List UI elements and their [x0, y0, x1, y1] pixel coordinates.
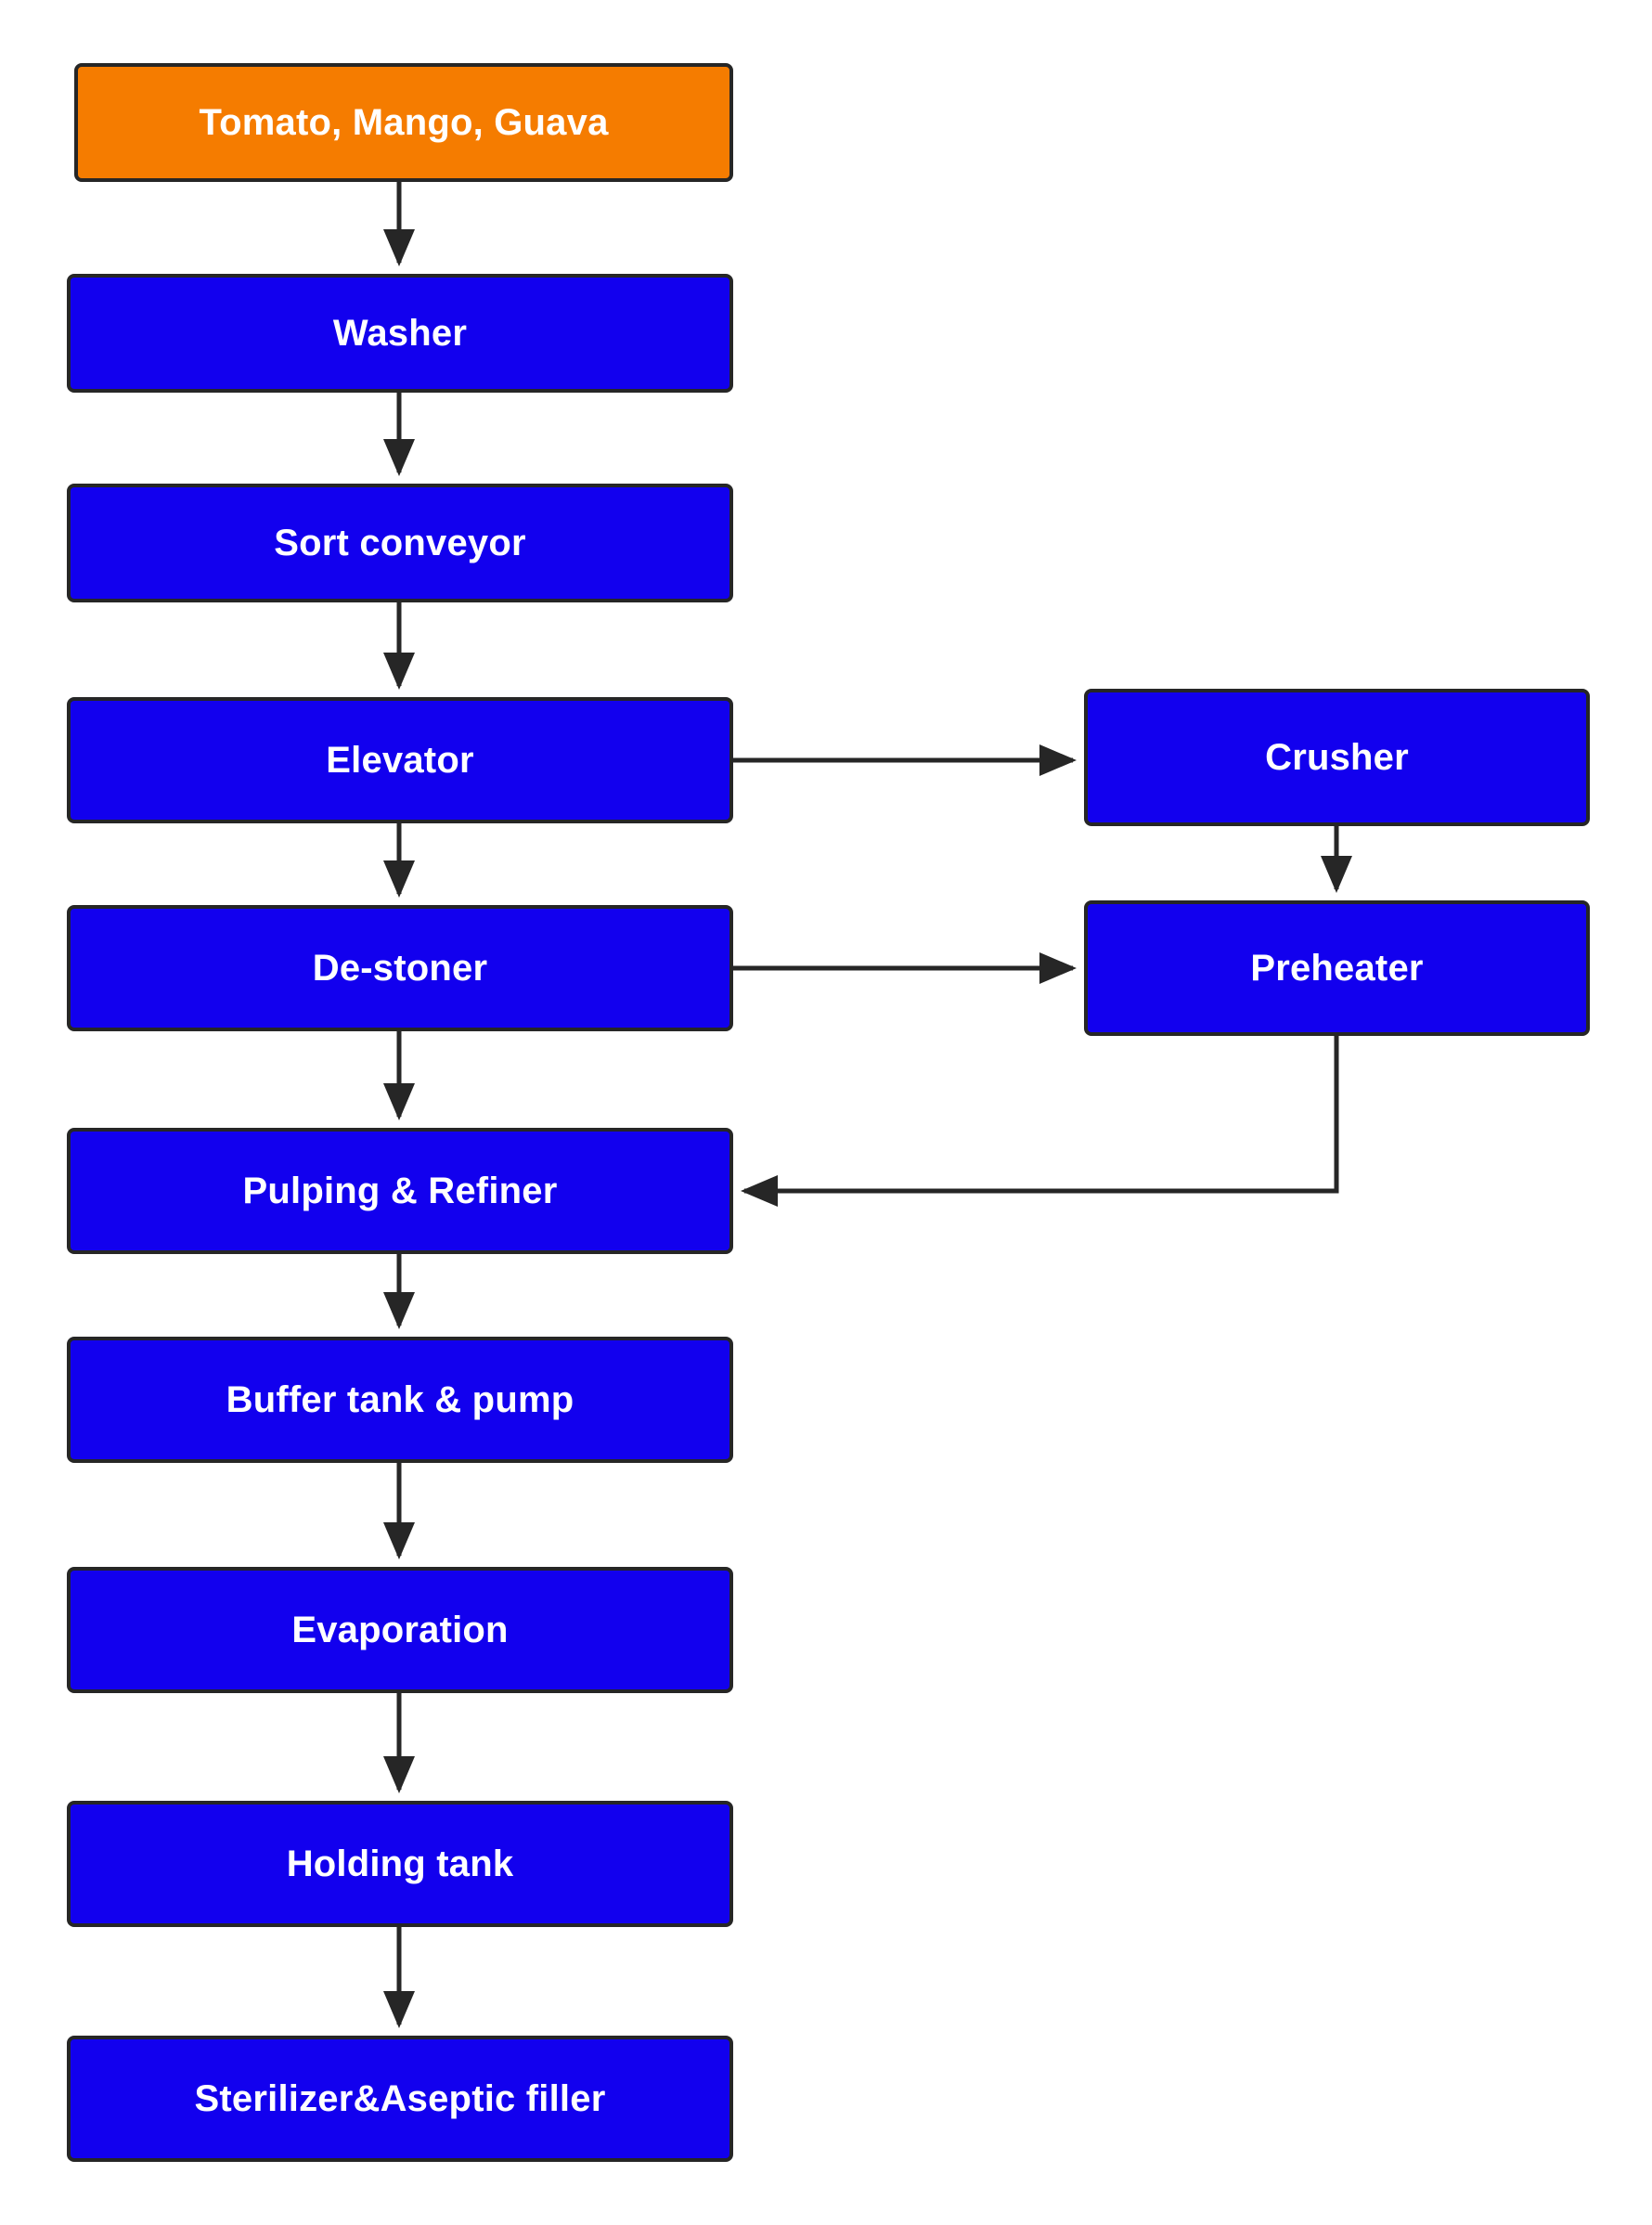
- node-holding-tank[interactable]: [67, 1801, 733, 1927]
- node-label: De-stoner: [312, 948, 488, 989]
- node-label: Pulping & Refiner: [242, 1171, 558, 1211]
- node-label: Preheater: [1250, 948, 1424, 989]
- node-label: Washer: [332, 313, 468, 354]
- flow-arrow-preheater-to-pulping: [744, 1036, 1336, 1191]
- node-evaporation[interactable]: [67, 1567, 733, 1693]
- node-pulping-refiner[interactable]: [67, 1128, 733, 1254]
- node-elevator[interactable]: [67, 697, 733, 823]
- node-buffer-tank-pump[interactable]: [67, 1337, 733, 1463]
- node-washer[interactable]: [67, 274, 733, 393]
- node-label: Sort conveyor: [274, 523, 526, 563]
- node-label: Crusher: [1265, 737, 1409, 778]
- node-label: Evaporation: [291, 1610, 509, 1650]
- node-sort-conveyor[interactable]: [67, 484, 733, 602]
- node-label: Buffer tank & pump: [226, 1379, 574, 1420]
- node-crusher[interactable]: [1084, 689, 1590, 826]
- node-preheater[interactable]: [1084, 900, 1590, 1036]
- node-raw-material[interactable]: [74, 63, 733, 182]
- node-de-stoner[interactable]: [67, 905, 733, 1031]
- node-label: Tomato, Mango, Guava: [199, 102, 609, 143]
- node-sterilizer-aseptic-filler[interactable]: [67, 2036, 733, 2162]
- node-label: Sterilizer&Aseptic filler: [194, 2078, 606, 2119]
- node-label: Elevator: [326, 740, 474, 781]
- node-label: Holding tank: [286, 1843, 514, 1884]
